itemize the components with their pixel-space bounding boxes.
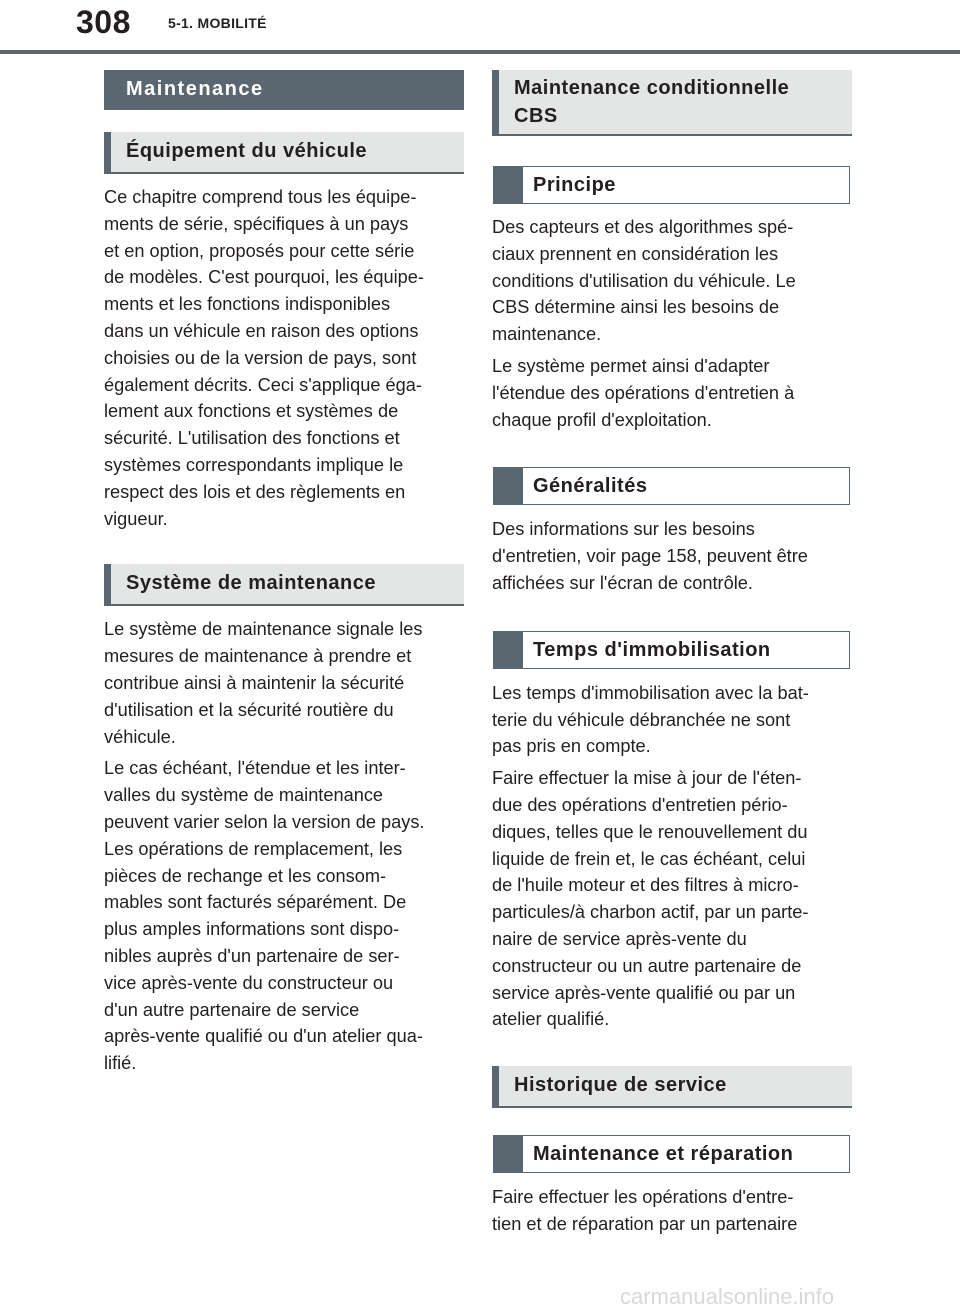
paragraph-reparation: Faire effectuer les opérations d'entre- tien et de réparation par un partenaire — [492, 1187, 798, 1234]
paragraph-immobilisation-2: Faire effectuer la mise à jour de l'éten- due des opérations d'entretien pério- diques, telles que le renouvellement du liquide de frein et, le cas échéant, celui de l'huile moteur et des filtres à micro- particules/à charbon actif, par un parte- naire de service après-vente du constructeur ou un autre partenaire de service après-vente qualifié ou par un atelier qualifié. — [492, 768, 809, 1030]
section-title-maintenance: Maintenance — [104, 70, 464, 110]
paragraph-systeme-1: Le système de maintenance signale les mesures de maintenance à prendre et contribue ainsi à maintenir la sécurité d'utilisation et la sécurité routière du véhicule. — [104, 619, 423, 747]
heading-maintenance-reparation: Maintenance et réparation — [493, 1135, 850, 1173]
heading-generalites: Généralités — [493, 467, 850, 505]
paragraph-immobilisation-1: Les temps d'immobilisation avec la bat- terie du véhicule débranchée ne sont pas pris en compte. — [492, 682, 809, 757]
footer-watermark: carmanualsonline.info — [620, 1284, 835, 1309]
paragraph-systeme-2: Le cas échéant, l'étendue et les inter- valles du système de maintenance peuvent varier selon la version de pays. Les opérations de remplacement, les pièces de rechange et les consom- mables sont facturés séparément. De plus amples informations sont dispo- nibles auprès d'un partenaire de ser- vice après-vente du constructeur ou d'un autre partenaire de service après-vente qualifié ou d'un atelier qua- lifié. — [104, 758, 425, 1074]
page-number: 308 — [76, 4, 131, 40]
heading-historique-service: Historique de service — [492, 1066, 852, 1108]
chapter-title: 5-1. MOBILITÉ — [168, 15, 267, 31]
heading-equipement-vehicule: Équipement du véhicule — [104, 132, 464, 174]
paragraph-principe-1: Des capteurs et des algorithmes spé- ciaux prennent en considération les conditions d'utilisation du véhicule. Le CBS détermine ainsi les besoins de maintenance. — [492, 217, 796, 345]
paragraph-generalites: Des informations sur les besoins d'entretien, voir page 158, peuvent être affichées sur l'écran de contrôle. — [492, 519, 808, 593]
heading-principe: Principe — [493, 166, 850, 204]
heading-temps-immobilisation: Temps d'immobilisation — [493, 631, 850, 669]
header-rule — [0, 50, 960, 54]
heading-systeme-maintenance: Système de maintenance — [104, 564, 464, 606]
paragraph-principe-2: Le système permet ainsi d'adapter l'étendue des opérations d'entretien à chaque profil d'exploitation. — [492, 355, 795, 430]
heading-maintenance-cbs: Maintenance conditionnelle CBS — [492, 70, 852, 136]
right-column — [492, 70, 852, 1238]
left-column — [104, 70, 464, 1077]
paragraph-equipement: Ce chapitre comprend tous les équipe- ments de série, spécifiques à un pays et en option, proposés pour cette série de modèles. C'est pourquoi, les équipe- ments et les fonctions indisponibles dans un véhicule en raison des options choisies ou de la version de pays, sont également décrits. Ceci s'applique éga- lement aux fonctions et systèmes de sécurité. L'utilisation des fonctions et systèmes correspondants implique le respect des lois et des règlements en vigueur. — [104, 187, 424, 529]
